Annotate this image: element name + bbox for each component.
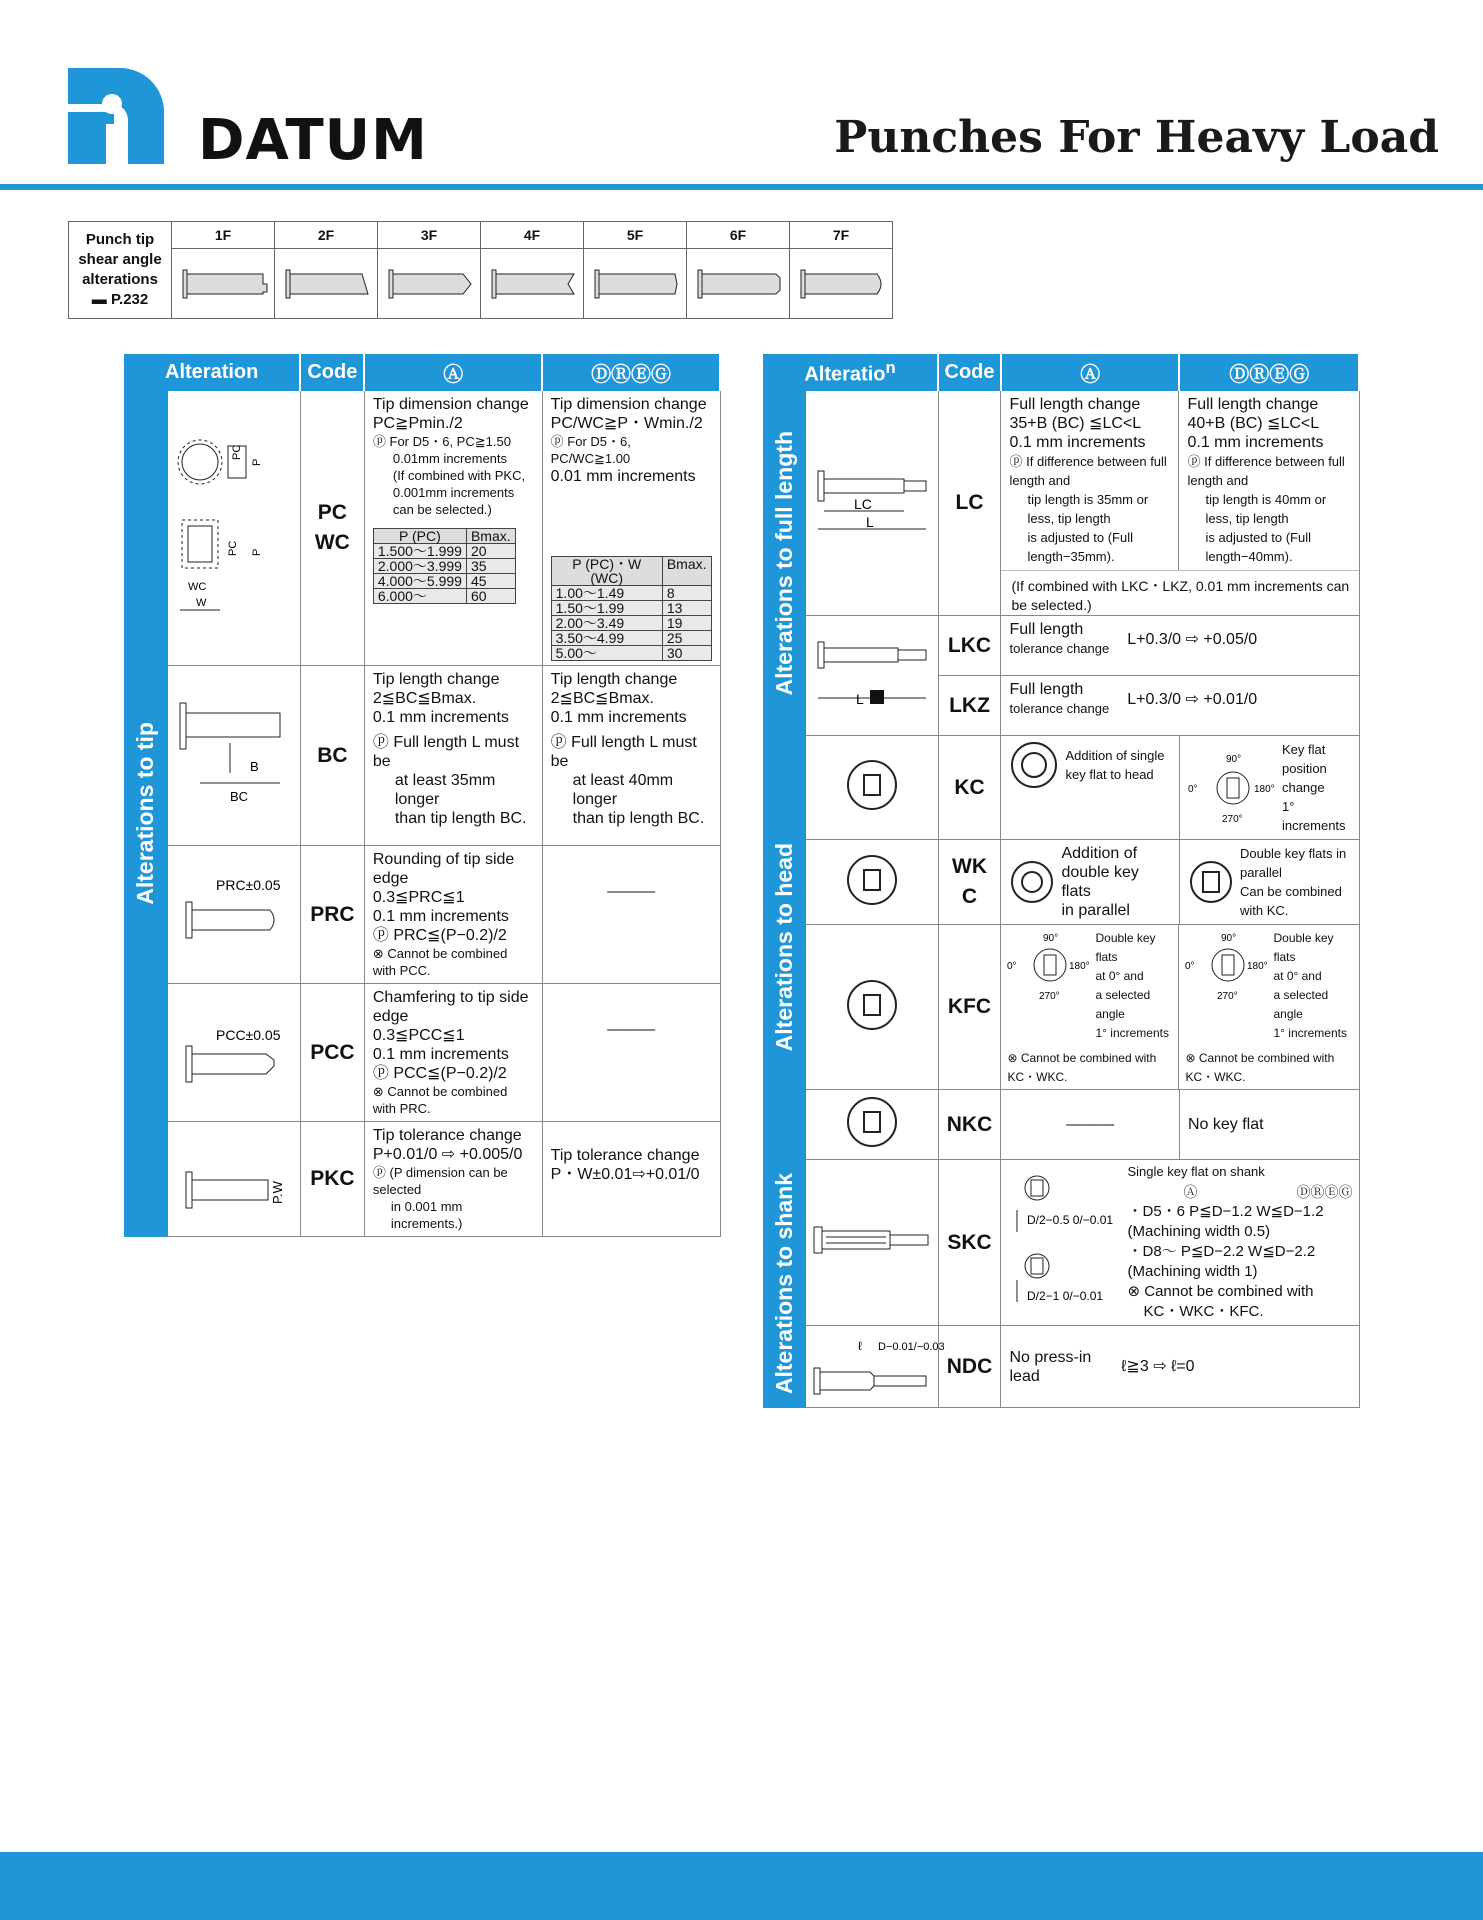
hint-icon: ⓟ [1009, 454, 1023, 469]
pkc-figure [168, 1122, 301, 1237]
hint-icon: ⓟ [372, 1065, 389, 1082]
page-ref[interactable]: ▬ P.232 [91, 291, 149, 308]
kc-a-cell: Addition of single key flat to head [1001, 736, 1179, 840]
shear-6f-figure [687, 249, 790, 319]
pcc-a-cell: Chamfering to tip side edge 0.3≦PCC≦1 0.1 mm increments ⓟ PCC≦(P−0.2)/2 ⊗ Cannot be combined with PRC. [364, 984, 542, 1122]
svg-text:L: L [855, 691, 864, 707]
shear-col: 4F [481, 222, 584, 249]
svg-text:PC: PC [226, 540, 239, 556]
skc-figure [806, 1160, 939, 1326]
ndc-figure [806, 1326, 945, 1408]
code-lkc: LKC [938, 616, 1001, 676]
code-skc: SKC [938, 1160, 1001, 1326]
svg-text:90°: 90° [1225, 753, 1242, 765]
hint-icon: ⓟ [372, 734, 389, 751]
section-full-length: Alterations to full length [763, 391, 806, 736]
footer-band [0, 1852, 1483, 1920]
col-code: Code [938, 354, 1001, 391]
kfc-figure [806, 925, 939, 1090]
prohibited-icon: ⊗ [1127, 1283, 1141, 1300]
col-dreg: ⒹⓇⒺⒼ [1179, 354, 1359, 391]
pcc-d-cell: ——— [542, 984, 720, 1122]
ndc-cell: No press-in lead ℓ≧3 ⇨ ℓ=0 [1001, 1326, 1359, 1408]
svg-text:90°: 90° [1043, 933, 1059, 944]
pkc-a-cell: Tip tolerance change P+0.01/0 ⇨ +0.005/0 ⓟ (P dimension can be selected in 0.001 mm increments.) [364, 1122, 542, 1237]
shear-col: 5F [584, 222, 687, 249]
lc-a-cell: Full length change 35+B (BC) ≦LC<L 0.1 mm increments ⓟ If difference between full length and tip length is 35mm or less, tip length is adjusted to (Full length−35mm). [1001, 391, 1179, 570]
skc-cell: D/2−0.5 0/−0.01 D/2−1 0/−0.01 Single key flat on shank Ⓐ ⒹⓇⒺⒼ ・D5・6 P≦D−1.2 W≦D−1.2 (Machining width 0.5) ・D8〜 P≦D−2.2 W≦D−2.2 (Machining width 1) ⊗ Cannot be combined with KC・WKC・KFC. [1001, 1160, 1359, 1326]
col-a: Ⓐ [1001, 354, 1179, 391]
shear-2f-figure [275, 249, 378, 319]
svg-text:P: P [250, 548, 263, 556]
code-kc: KC [938, 736, 1001, 840]
svg-text:BC: BC [229, 789, 248, 804]
svg-text:L: L [865, 513, 874, 530]
kc-d-cell: 90° 0° 180° 270° Key flat position change 1° increments [1179, 736, 1359, 840]
angle-dial-icon [1007, 929, 1093, 1005]
lkc-cell: Full length tolerance change L+0.3/0 ⇨ +0.05/0 [1001, 616, 1359, 676]
shear-1f-figure [172, 249, 275, 319]
svg-text:180°: 180° [1069, 961, 1091, 972]
tip-alterations-table [124, 354, 721, 1237]
section-tip: Alterations to tip [124, 391, 168, 1237]
col-code: Code [300, 354, 364, 391]
wkc-d-cell: Double key flats in parallel Can be combined with KC. [1179, 840, 1359, 925]
kfc-content: 90° 0° 180° 270° Double key flats at 0° and a selected angle 1° increments 90° 0° 180° 270° Double key flats at 0° and a selected angle 1° increments ⊗ Cannot be combined with KC・WKC. ⊗ Cannot be combined with KC・WKC. [1001, 925, 1359, 1090]
prc-d-cell: ——— [542, 846, 720, 984]
svg-text:W: W [195, 596, 207, 609]
lkz-cell: Full length tolerance change L+0.3/0 ⇨ +0.01/0 [1001, 676, 1359, 736]
bc-d-cell: Tip length change 2≦BC≦Bmax. 0.1 mm increments ⓟ Full length L must be at least 40mm longer than tip length BC. [542, 666, 720, 846]
bc-figure [168, 666, 301, 846]
bc-a-cell: Tip length change 2≦BC≦Bmax. 0.1 mm increments ⓟ Full length L must be at least 35mm longer than tip length BC. [364, 666, 542, 846]
col-dreg: ⒹⓇⒺⒼ [542, 354, 720, 391]
svg-text:270°: 270° [1221, 813, 1243, 825]
prc-a-cell: Rounding of tip side edge 0.3≦PRC≦1 0.1 mm increments ⓟ PRC≦(P−0.2)/2 ⊗ Cannot be combined with PCC. [364, 846, 542, 984]
code-lc: LC [938, 391, 1001, 616]
nkc-d-cell: No key flat [1179, 1090, 1359, 1160]
hint-icon: ⓟ [1187, 454, 1201, 469]
shear-7f-figure [790, 249, 893, 319]
wkc-a-cell: Addition of double key flats in parallel [1001, 840, 1179, 925]
code-lkz: LKZ [938, 676, 1001, 736]
svg-text:WC: WC [187, 580, 207, 593]
svg-text:0°: 0° [1007, 961, 1018, 972]
svg-text:P.W: P.W [269, 1180, 285, 1204]
svg-text:270°: 270° [1217, 991, 1239, 1002]
datum-logo-icon [68, 68, 164, 164]
svg-text:0°: 0° [1187, 783, 1198, 795]
head-double-flat-icon [1009, 859, 1055, 905]
code-bc: BC [300, 666, 364, 846]
page-title: Punches For Heavy Load [834, 112, 1439, 163]
bmax-table-d: P (PC)・W (WC) Bmax. 1.00〜1.49 8 1.50〜1.99 13 2.00〜3.49 19 3.50〜4.99 25 5.00〜 30 [551, 556, 712, 661]
nkc-figure [806, 1090, 939, 1160]
svg-text:LC: LC [853, 495, 872, 512]
code-pkc: PKC [300, 1122, 364, 1237]
svg-text:P: P [250, 458, 263, 466]
nkc-a-cell: ——— [1001, 1090, 1179, 1160]
brand-name: DATUM [198, 108, 428, 173]
shear-col: 3F [378, 222, 481, 249]
book-icon: ▬ [91, 291, 107, 308]
svg-text:270°: 270° [1039, 991, 1061, 1002]
svg-text:B: B [249, 759, 259, 774]
code-pcwc: PC WC [300, 391, 364, 666]
col-alteration: Alteration [124, 354, 300, 391]
header-rule [0, 184, 1483, 190]
pcc-figure [168, 984, 301, 1122]
head-single-flat-icon [1009, 740, 1059, 790]
pkc-d-cell: Tip tolerance change P・W±0.01⇨+0.01/0 [542, 1122, 720, 1237]
svg-text:PCC±0.05: PCC±0.05 [215, 1027, 281, 1043]
hint-icon: ⓟ [550, 734, 567, 751]
prc-figure [168, 846, 301, 984]
prohibited-icon: ⊗ [372, 1084, 384, 1099]
kfc-a-cell: 90° 0° 180° 270° Double key flats at 0° and a selected angle 1° increments [1001, 925, 1179, 1047]
angle-dial-icon [1185, 929, 1271, 1005]
kc-figure [806, 736, 939, 840]
shear-col: 6F [687, 222, 790, 249]
prohibited-icon: ⊗ [1185, 1051, 1196, 1065]
svg-text:180°: 180° [1253, 783, 1275, 795]
svg-text:D−0.01/−0.03: D−0.01/−0.03 [877, 1341, 945, 1353]
shear-col: 7F [790, 222, 893, 249]
lc-d-cell: Full length change 40+B (BC) ≦LC<L 0.1 mm increments ⓟ If difference between full length and tip length is 40mm or less, tip length is adjusted to (Full length−40mm). [1187, 396, 1345, 564]
section-shank: Alterations to shank [763, 1160, 806, 1408]
col-alteration: Alteratio$^n$ [763, 354, 938, 391]
svg-text:ℓ: ℓ [857, 1339, 862, 1353]
hint-icon: ⓟ [372, 927, 389, 944]
col-a: Ⓐ [364, 354, 542, 391]
shear-4f-figure [481, 249, 584, 319]
section-head: Alterations to head [763, 736, 806, 1160]
code-prc: PRC [300, 846, 364, 984]
shear-col: 1F [172, 222, 275, 249]
pcwc-figure [168, 391, 301, 666]
prohibited-icon: ⊗ [372, 946, 384, 961]
hint-icon: ⓟ [372, 434, 386, 449]
lc-figure [806, 391, 939, 616]
kfc-d-cell: 90° 0° 180° 270° Double key flats at 0° and a selected angle 1° increments [1185, 931, 1347, 1040]
svg-text:D/2−0.5 0/−0.01: D/2−0.5 0/−0.01 [1027, 1213, 1114, 1227]
shear-label: Punch tip shear angle alterations ▬ P.232 [69, 222, 172, 319]
shear-3f-figure [378, 249, 481, 319]
pcwc-a-cell: Tip dimension change PC≧Pmin./2 ⓟ For D5・6, PC≧1.50 0.01mm increments (If combined with PKC, 0.001mm increments can be selected.) P (PC) Bmax. 1.500〜1.999 20 2.000〜3.999 35 4.000〜5.999 45 6.000〜 60 [364, 391, 542, 666]
code-wkc: WK C [938, 840, 1001, 925]
svg-text:90°: 90° [1221, 933, 1237, 944]
bmax-table-a: P (PC) Bmax. 1.500〜1.999 20 2.000〜3.999 35 4.000〜5.999 45 6.000〜 60 [373, 528, 516, 604]
head-parallel-flat-icon [1188, 859, 1234, 905]
hint-icon: ⓟ [372, 1165, 386, 1180]
svg-text:PC: PC [230, 444, 243, 460]
length-head-shank-table [763, 354, 1360, 1408]
lc-content: Full length change 35+B (BC) ≦LC<L 0.1 mm increments ⓟ If difference between full length and tip length is 35mm or less, tip length is adjusted to (Full length−35mm). Full length change 40+B (BC) ≦LC<L 0.1 mm increments ⓟ If difference between full length and tip length is 40mm or less, tip length is adjusted to (Full length−40mm). (If combined with LKC・LKZ, 0.01 mm increments can be selected.) [1001, 391, 1359, 616]
shear-col: 2F [275, 222, 378, 249]
code-pcc: PCC [300, 984, 364, 1122]
pcwc-d-cell: Tip dimension change PC/WC≧P・Wmin./2 ⓟ For D5・6, PC/WC≧1.00 0.01 mm increments P (PC)・W (WC) Bmax. 1.00〜1.49 8 1.50〜1.99 13 2.00〜3.49 19 3.50〜4.99 25 5.00〜 30 [542, 391, 720, 666]
lkc-figure [806, 616, 939, 736]
prohibited-icon: ⊗ [1007, 1051, 1018, 1065]
angle-dial-icon [1188, 750, 1278, 826]
hint-icon: ⓟ [550, 434, 564, 449]
svg-text:D/2−1 0/−0.01: D/2−1 0/−0.01 [1027, 1289, 1104, 1303]
shear-angle-table [68, 221, 893, 319]
code-kfc: KFC [938, 925, 1001, 1090]
wkc-figure [806, 840, 939, 925]
svg-text:0°: 0° [1185, 961, 1196, 972]
svg-text:180°: 180° [1247, 961, 1269, 972]
svg-text:PRC±0.05: PRC±0.05 [215, 877, 281, 893]
code-ndc: NDC [938, 1326, 1001, 1408]
shank-flat-diagram [1007, 1162, 1125, 1310]
shear-5f-figure [584, 249, 687, 319]
code-nkc: NKC [938, 1090, 1001, 1160]
